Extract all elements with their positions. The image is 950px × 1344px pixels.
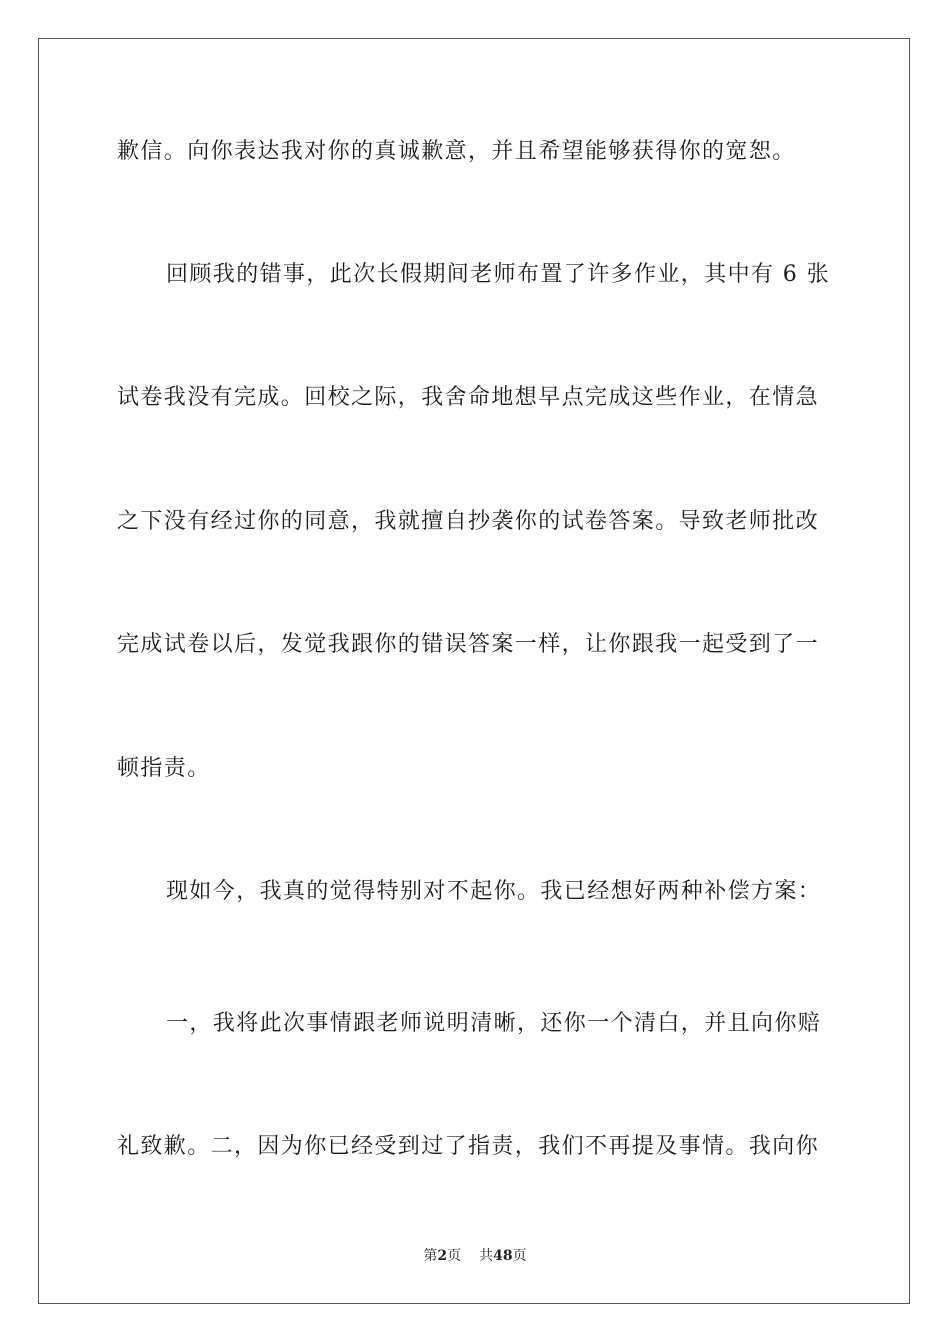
text-line-8: 一，我将此次事情跟老师说明清晰，还你一个清白，并且向你赔 — [166, 1011, 822, 1036]
text-line-6: 顿指责。 — [117, 756, 211, 781]
text-line-9: 礼致歉。二，因为你已经受到过了指责，我们不再提及事情。我向你 — [117, 1134, 820, 1159]
text-line-1: 歉信。向你表达我对你的真诚歉意，并且希望能够获得你的宽恕。 — [117, 139, 796, 164]
page-number: 2 — [437, 1248, 448, 1264]
text-line-3: 试卷我没有完成。回校之际，我舍命地想早点完成这些作业，在情急 — [117, 385, 820, 410]
text-line-4: 之下没有经过你的同意，我就擅自抄袭你的试卷答案。导致老师批改 — [117, 509, 820, 534]
page-prefix: 第 — [423, 1248, 438, 1264]
page-suffix: 页 — [447, 1248, 462, 1264]
text-line-7: 现如今，我真的觉得特别对不起你。我已经想好两种补偿方案： — [166, 879, 822, 904]
text-line-2: 回顾我的错事，此次长假期间老师布置了许多作业，其中有 6 张 — [166, 262, 830, 287]
page-border — [38, 38, 910, 1304]
text-line-5: 完成试卷以后，发觉我跟你的错误答案一样，让你跟我一起受到了一 — [117, 632, 820, 657]
total-suffix: 页 — [512, 1248, 527, 1264]
page-footer — [0, 1246, 950, 1266]
total-pages: 48 — [493, 1248, 513, 1264]
total-prefix: 共 — [479, 1248, 494, 1264]
